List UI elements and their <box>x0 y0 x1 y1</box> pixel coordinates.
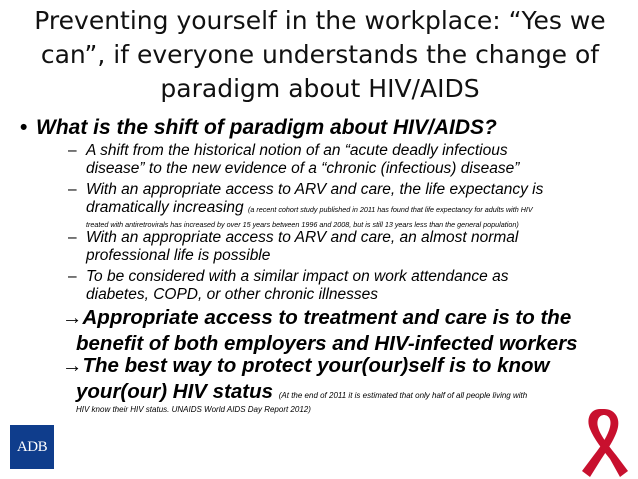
citation-note: HIV know their HIV status. UNAIDS World AIDS Day Report 2012) <box>76 405 311 414</box>
sub-item-text: dramatically increasing <box>86 199 244 216</box>
main-bullet <box>20 114 626 142</box>
logo-text: ADB <box>16 438 48 455</box>
dash-marker: – <box>68 268 77 285</box>
title-line: Preventing yourself in the workplace: “Yes we <box>34 6 606 35</box>
sub-item-line: To be considered with a similar impact on work attendance as <box>86 268 509 285</box>
sub-item-line: With an appropriate access to ARV and care, an almost normal <box>86 229 519 246</box>
sub-item <box>68 268 631 304</box>
sub-item <box>68 229 631 265</box>
conclusion-line <box>62 353 622 379</box>
arrow-icon: → <box>62 306 83 329</box>
sub-item-line: With an appropriate access to ARV and care, the life expectancy is <box>86 181 544 198</box>
sub-item-line <box>86 199 631 217</box>
conclusion-text: Appropriate access to treatment and care is to the <box>82 306 572 329</box>
arrow-conclusion <box>62 305 622 357</box>
main-bullet-text: What is the shift of paradigm about HIV/AIDS? <box>36 116 497 139</box>
citation-note: (a recent cohort study published in 2011 has found that life expectancy for adults with HIV <box>247 205 533 214</box>
conclusion-line <box>62 379 622 405</box>
arrow-conclusion <box>62 353 622 415</box>
conclusion-text: The best way to protect your(our)self is to know <box>82 354 550 377</box>
title-line: paradigm about HIV/AIDS <box>160 74 480 103</box>
conclusion-text: your(our) HIV status <box>76 380 274 403</box>
sub-item <box>68 181 631 229</box>
slide-title <box>20 4 620 106</box>
arrow-icon: → <box>62 354 83 377</box>
conclusion-line <box>62 305 622 331</box>
sub-item-line: professional life is possible <box>86 247 271 264</box>
title-line: can”, if everyone understands the change of <box>40 40 600 69</box>
conclusion-line: benefit of both employers and HIV-infected workers <box>76 332 578 355</box>
sub-item-line: diabetes, COPD, or other chronic illnesses <box>86 286 379 303</box>
dash-marker: – <box>68 142 77 159</box>
adb-logo <box>10 425 54 469</box>
citation-note: treated with antiretrovirals has increased by over 15 years between 1996 and 2008, but is still 13 years less than the general population) <box>86 220 519 229</box>
bullet-marker: • <box>20 116 28 139</box>
red-ribbon-icon <box>576 405 632 479</box>
sub-item-line: disease” to the new evidence of a “chronic (infectious) disease” <box>86 160 520 177</box>
dash-marker: – <box>68 229 77 246</box>
dash-marker: – <box>68 181 77 198</box>
citation-note: (At the end of 2011 it is estimated that only half of all people living with <box>278 391 528 400</box>
sub-item-line: A shift from the historical notion of an “acute deadly infectious <box>86 142 508 159</box>
sub-item <box>68 142 631 178</box>
